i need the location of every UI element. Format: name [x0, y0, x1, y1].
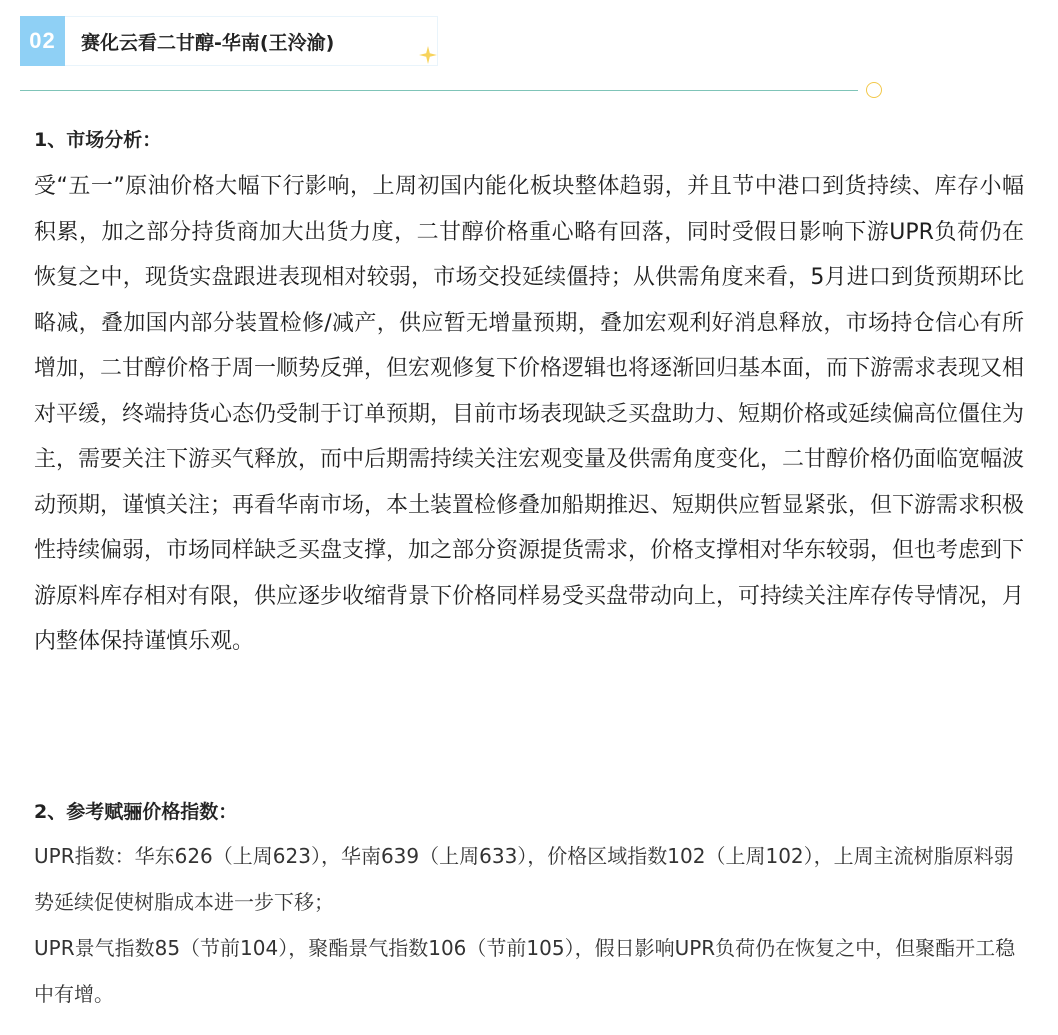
market-analysis-heading: 1、市场分析： — [34, 129, 162, 151]
prosperity-index-paragraph: UPR景气指数85（节前104），聚酯景气指数106（节前105），假日影响UPR负荷仍在恢复之中，但聚酯开工稳中有增。 — [34, 936, 1016, 1006]
section-number-badge: 02 — [20, 16, 65, 66]
upr-index-paragraph: UPR指数：华东626（上周623），华南639（上周633），价格区域指数102（上周102），上周主流树脂原料弱势延续促使树脂成本进一步下移； — [34, 844, 1014, 914]
section-header — [20, 16, 438, 66]
section-title: 赛化云看二甘醇-华南(王泠渝) — [65, 16, 438, 66]
header-divider — [20, 90, 858, 91]
market-analysis-text: 受“五一”原油价格大幅下行影响，上周初国内能化板块整体趋弱，并且节中港口到货持续、库存小幅积累，加之部分持货商加大出货力度，二甘醇价格重心略有回落，同时受假日影响下游UPR负荷仍在恢复之中，现货实盘跟进表现相对较弱，市场交投延续僵持；从供需角度来看，5月进口到货预期环比略减，叠加国内部分装置检修/减产，供应暂无增量预期，叠加宏观利好消息释放，市场持仓信心有所增加，二甘醇价格于周一顺势反弹，但宏观修复下价格逻辑也将逐渐回归基本面，而下游需求表现又相对平缓，终端持货心态仍受制于订单预期，目前市场表现缺乏买盘助力、短期价格或延续偏高位僵住为主，需要关注下游买气释放，而中后期需持续关注宏观变量及供需角度变化，二甘醇价格仍面临宽幅波动预期，谨慎关注；再看华南市场，本土装置检修叠加船期推迟、短期供应暂显紧张，但下游需求积极性持续偏弱，市场同样缺乏买盘支撑，加之部分资源提货需求，价格支撑相对华东较弱，但也考虑到下游原料库存相对有限，供应逐步收缩背景下价格同样易受买盘带动向上，可持续关注库存传导情况，月内整体保持谨慎乐观。 — [34, 174, 1025, 654]
divider-circle-icon — [866, 82, 882, 98]
sparkle-icon — [419, 46, 437, 64]
price-index-heading: 2、参考赋骊价格指数： — [34, 801, 238, 823]
